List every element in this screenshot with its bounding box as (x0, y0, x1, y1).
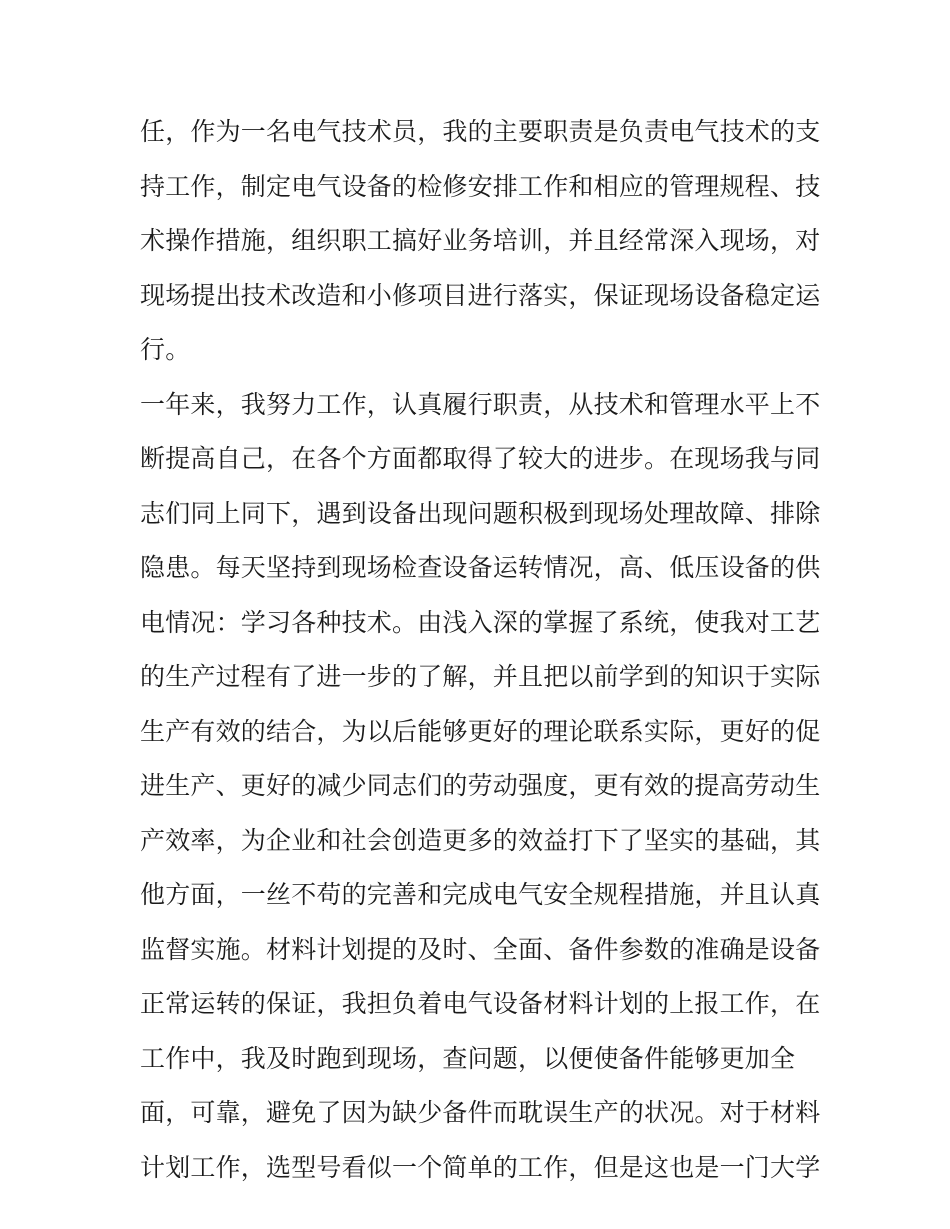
text-line: 监督实施。材料计划提的及时、全面、备件参数的准确是设备 (140, 934, 821, 964)
text-line: 任，作为一名电气技术员，我的主要职责是负责电气技术的支 (140, 117, 821, 146)
text-line: 志们同上同下，遇到设备出现问题积极到现场处理故障、排除 (140, 498, 821, 528)
text-line: 持工作，制定电气设备的检修安排工作和相应的管理规程、技 (140, 171, 821, 201)
text-line: 产效率，为企业和社会创造更多的效益打下了坚实的基础，其 (140, 825, 821, 855)
text-line: 面，可靠，避免了因为缺少备件而耽误生产的状况。对于材料 (140, 1098, 821, 1127)
text-line: 正常运转的保证，我担负着电气设备材料计划的上报工作，在 (140, 989, 821, 1018)
text-line: 术操作措施，组织职工搞好业务培训，并且经常深入现场，对 (140, 226, 821, 255)
text-line: 进生产、更好的减少同志们的劳动强度，更有效的提高劳动生 (140, 771, 821, 800)
text-line: 隐患。每天坚持到现场检查设备运转情况，高、低压设备的供 (140, 553, 821, 582)
text-line: 工作中，我及时跑到现场，查问题，以便使备件能够更加全 (140, 1043, 796, 1073)
text-line: 生产有效的结合，为以后能够更好的理论联系实际，更好的促 (140, 716, 821, 746)
text-line: 现场提出技术改造和小修项目进行落实，保证现场设备稳定运 (140, 280, 821, 310)
text-line: 电情况：学习各种技术。由浅入深的掌握了系统，使我对工艺 (140, 607, 821, 637)
body-text (140, 105, 820, 1195)
text-line: 他方面，一丝不苟的完善和完成电气安全规程措施，并且认真 (140, 880, 821, 909)
text-line: 一年来，我努力工作，认真履行职责，从技术和管理水平上不 (140, 389, 821, 419)
text-line: 行。 (140, 335, 191, 364)
text-line: 的生产过程有了进一步的了解，并且把以前学到的知识于实际 (140, 662, 821, 691)
text-line: 计划工作，选型号看似一个简单的工作，但是这也是一门大学 (140, 1152, 821, 1182)
text-line: 断提高自己，在各个方面都取得了较大的进步。在现场我与同 (140, 444, 821, 473)
